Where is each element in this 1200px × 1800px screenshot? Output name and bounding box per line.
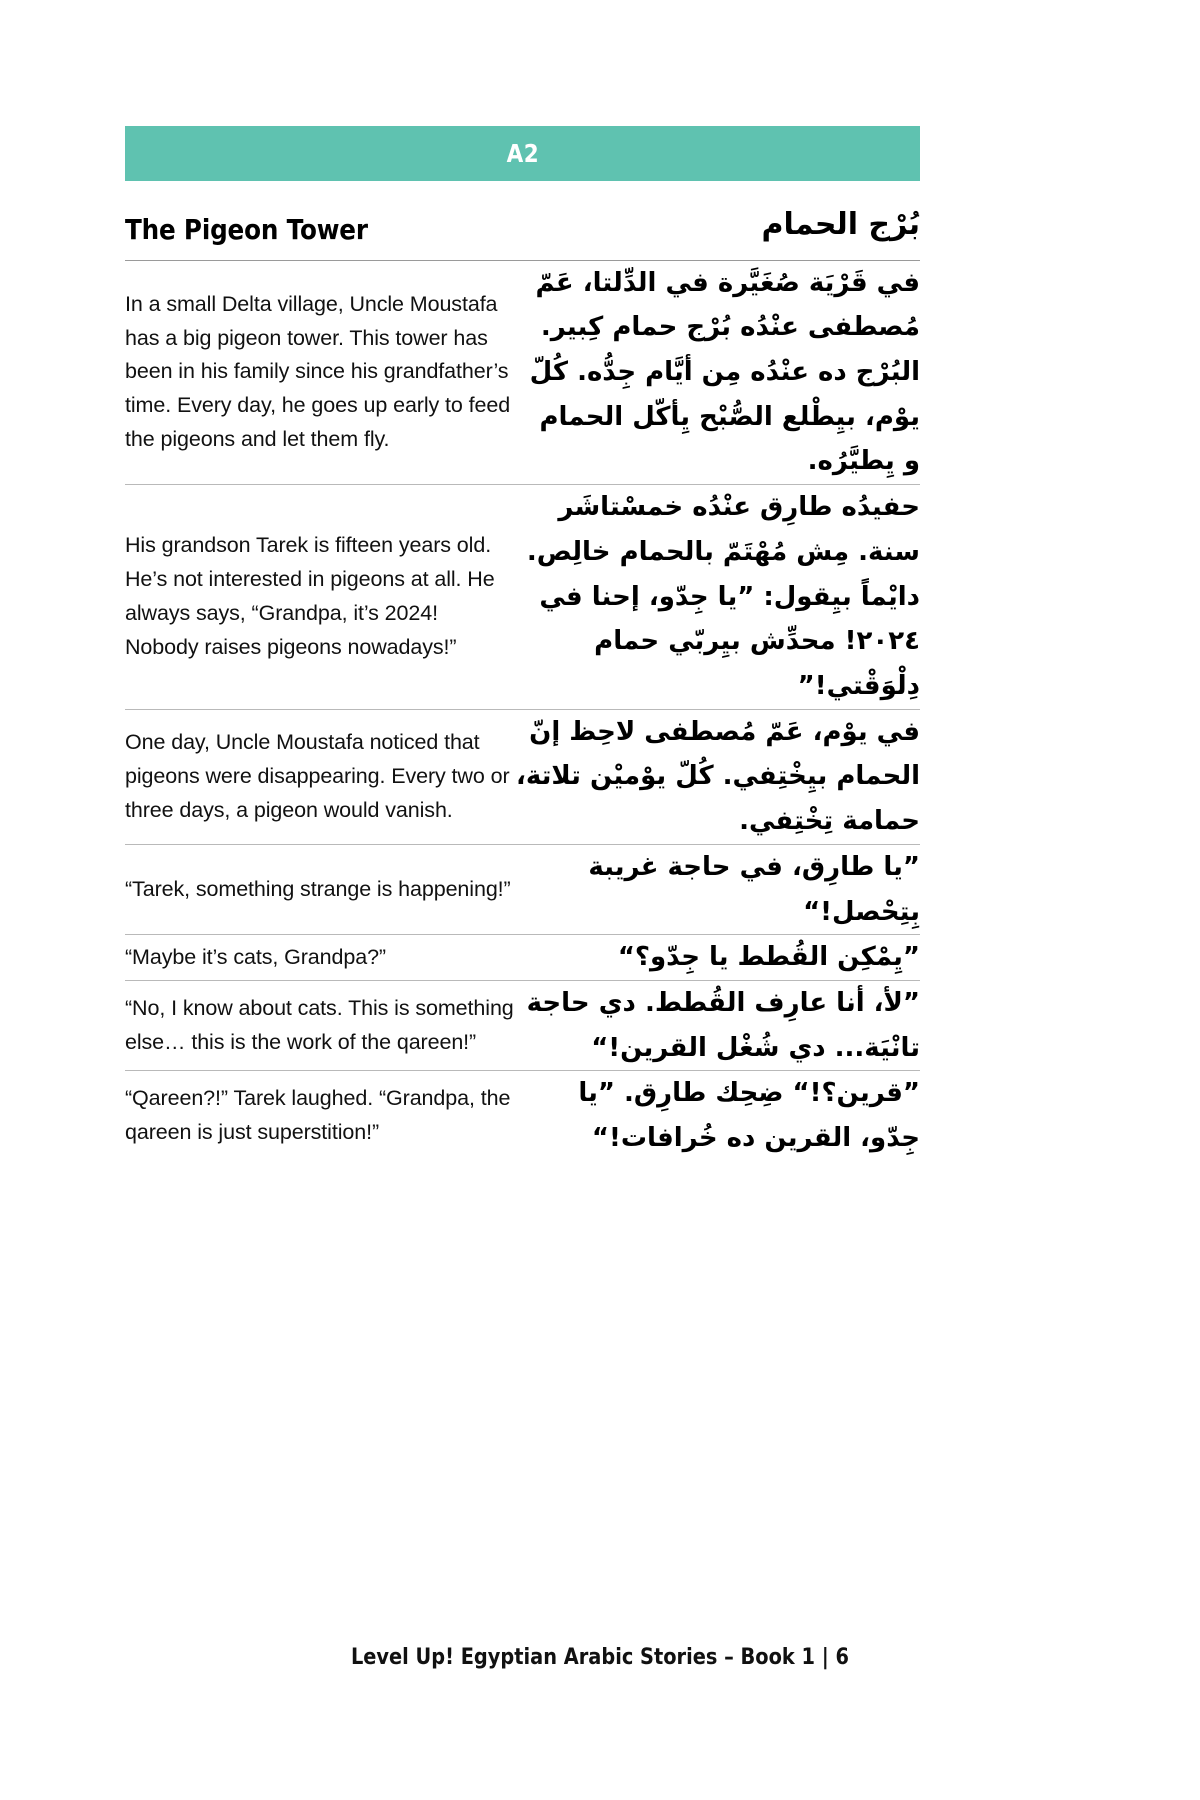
paragraph-arabic: ”يمكن القطط يا جدو؟“: [515, 935, 920, 981]
table-row: [125, 485, 920, 710]
paragraph-english: “Tarek, something strange is happening!”: [125, 844, 515, 934]
paragraph-english: His grandson Tarek is fifteen years old. He’s not interested in pigeons at all. He always says, “Grandpa, it’s 2024! Nobody raises pigeons nowadays!”: [125, 485, 515, 710]
table-row: [125, 935, 920, 981]
table-row: [125, 709, 920, 844]
story-table: [125, 260, 920, 1161]
table-row: [125, 981, 920, 1071]
page-content: [125, 0, 920, 1161]
level-banner: [125, 126, 920, 181]
table-row: [125, 260, 920, 485]
story-title-arabic: برج الحمام: [761, 207, 920, 242]
paragraph-arabic: في قرية صغيرة في الدلتا، عم مصطفى عنده برج حمام كبير. البرج ده عنده من أيام جده. كل يوم، بيطلع الصبح يأكل الحمام و يطيره.: [515, 260, 920, 485]
story-title-row: [125, 205, 920, 260]
footer-text: Level Up! Egyptian Arabic Stories – Book 1 | 6: [350, 1645, 850, 1670]
paragraph-arabic: ”يا طارق، في حاجة غريبة بتحصل!“: [515, 844, 920, 934]
paragraph-arabic: حفيده طارق عنده خمستاشر سنة. مش مهتم بالحمام خالص. دايما بيقول: ”يا جدو، إحنا في ٢٠٢٤! محدش بيربي حمام دلوقتي!”: [515, 485, 920, 710]
paragraph-english: “No, I know about cats. This is something else… this is the work of the qareen!”: [125, 981, 515, 1071]
table-row: [125, 1071, 920, 1161]
paragraph-arabic: ”لأ، أنا عارف القطط. دي حاجة تانية... دي شغل القرين!“: [515, 981, 920, 1071]
story-table-body: [125, 260, 920, 1161]
paragraph-english: In a small Delta village, Uncle Moustafa has a big pigeon tower. This tower has been in his family since his grandfather’s time. Every day, he goes up early to feed the pigeons and let them fly.: [125, 260, 515, 485]
paragraph-arabic: ”قرين؟!“ ضحك طارق. ”يا جدو، القرين ده خرافات!“: [515, 1071, 920, 1161]
level-label: A2: [506, 139, 539, 168]
table-row: [125, 844, 920, 934]
story-title-english: The Pigeon Tower: [125, 212, 368, 246]
paragraph-english: “Maybe it’s cats, Grandpa?”: [125, 935, 515, 981]
page-footer: [0, 1645, 1200, 1670]
paragraph-english: One day, Uncle Moustafa noticed that pigeons were disappearing. Every two or three days, a pigeon would vanish.: [125, 709, 515, 844]
paragraph-arabic: في يوم، عم مصطفى لاحظ إن الحمام بيختفي. كل يومين تلاتة، حمامة تختفي.: [515, 709, 920, 844]
paragraph-english: “Qareen?!” Tarek laughed. “Grandpa, the qareen is just superstition!”: [125, 1071, 515, 1161]
